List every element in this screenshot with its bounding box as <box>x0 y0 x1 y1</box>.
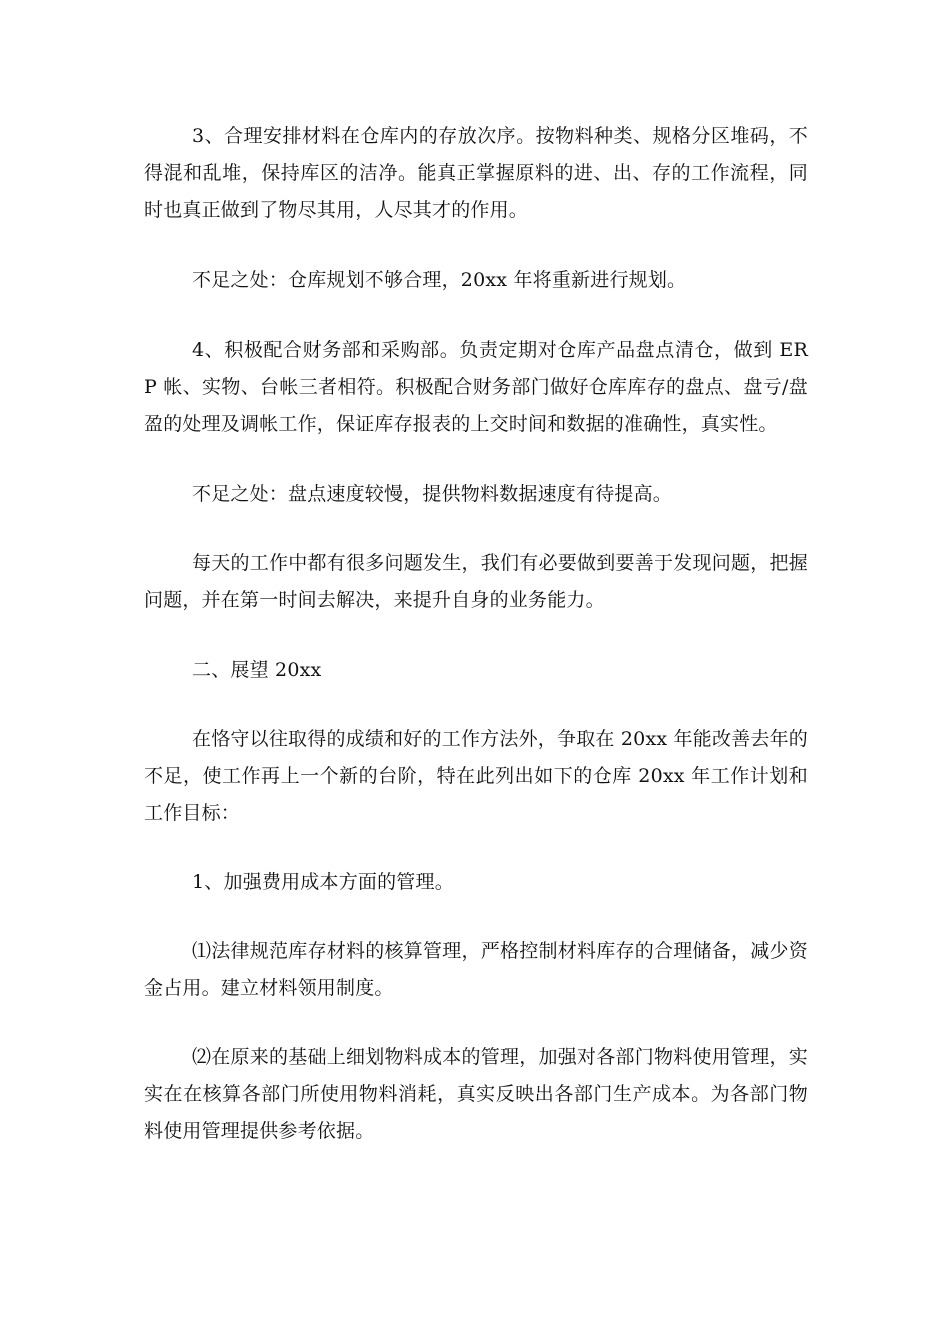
paragraph-work-plan-intro: 在恪守以往取得的成绩和好的工作方法外，争取在 20xx 年能改善去年的不足，使工作再上一个新的台阶，特在此列出如下的仓库 20xx 年工作计划和工作目标： <box>144 728 808 824</box>
paragraph-storage-order: 3、合理安排材料在仓库内的存放次序。按物料种类、规格分区堆码，不得混和乱堆，保持库区的洁净。能真正掌握原料的进、出、存的工作流程，同时也真正做到了物尽其用，人尽其才的作用。 <box>144 125 808 221</box>
list-item-material-cost: ⑵在原来的基础上细划物料成本的管理，加强对各部门物料使用管理，实实在在核算各部门所使用物料消耗，真实反映出各部门生产成本。为各部门物料使用管理提供参考依据。 <box>144 1046 808 1142</box>
list-item-cost-management: 1、加强费用成本方面的管理。 <box>192 871 454 893</box>
paragraph-daily-problems: 每天的工作中都有很多问题发生，我们有必要做到要善于发现问题，把握问题，并在第一时间去解决，来提升自身的业务能力。 <box>144 552 808 611</box>
list-item-inventory-accounting: ⑴法律规范库存材料的核算管理，严格控制材料库存的合理储备，减少资金占用。建立材料领用制度。 <box>144 940 808 999</box>
paragraph-shortcoming-planning: 不足之处：仓库规划不够合理，20xx 年将重新进行规划。 <box>192 269 687 291</box>
section-heading-outlook: 二、展望 20xx <box>192 659 322 681</box>
paragraph-finance-cooperation: 4、积极配合财务部和采购部。负责定期对仓库产品盘点清仓，做到 ERP 帐、实物、台帐三者相符。积极配合财务部门做好仓库库存的盘点、盘亏/盘盈的处理及调帐工作，保证库存报表的上交时间和数据的准确性，真实性。 <box>144 339 808 435</box>
paragraph-shortcoming-inventory: 不足之处：盘点速度较慢，提供物料数据速度有待提高。 <box>192 483 673 505</box>
